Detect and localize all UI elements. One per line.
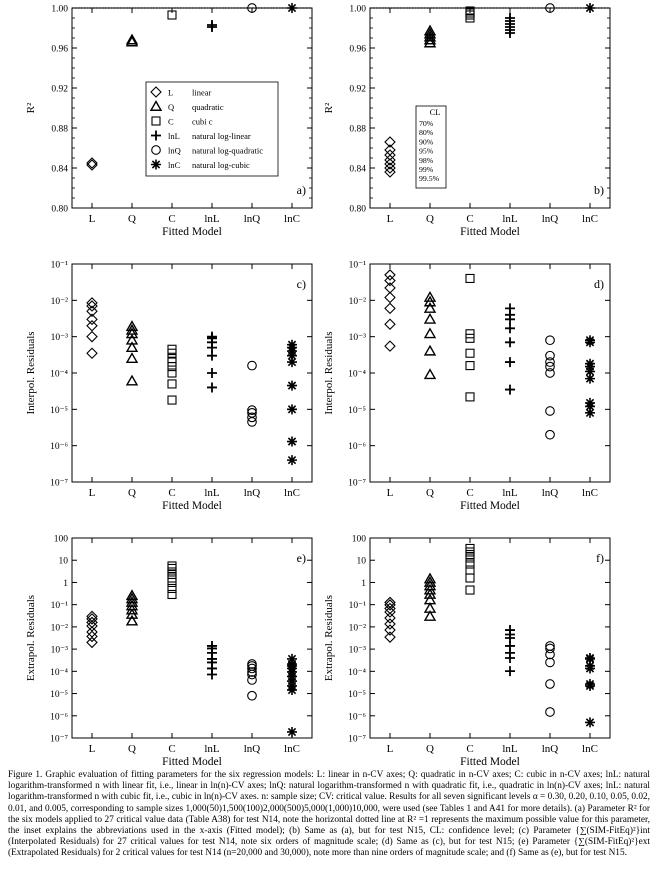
- y-tick-label: 10⁻⁶: [50, 712, 68, 723]
- circle-marker: [546, 430, 555, 439]
- x-axis-label: Fitted Model: [460, 756, 520, 768]
- plus-marker: [207, 351, 217, 361]
- cl-inset-item: 80%: [419, 128, 434, 138]
- asterisk-marker: [585, 408, 595, 418]
- x-tick-label: lnC: [284, 213, 300, 225]
- x-axis-label: Fitted Model: [162, 756, 222, 768]
- diamond-marker: [385, 292, 395, 302]
- y-tick-label: 0.88: [51, 124, 68, 135]
- circle-marker: [546, 708, 555, 717]
- legend-desc: cubi c: [192, 116, 213, 127]
- y-tick-label: 10⁻⁴: [348, 369, 366, 380]
- square-marker: [466, 574, 474, 582]
- square-marker: [168, 396, 176, 404]
- x-tick-label: lnQ: [541, 743, 559, 755]
- legend-code: lnC: [168, 160, 181, 170]
- diamond-marker: [385, 303, 395, 313]
- circle-marker: [546, 407, 555, 416]
- diamond-marker: [385, 341, 395, 351]
- y-tick-label: 10⁻⁵: [50, 690, 68, 701]
- y-tick-label: 10⁻⁵: [50, 405, 68, 416]
- chart-panel-f: [323, 535, 610, 769]
- square-marker: [466, 274, 474, 282]
- y-axis-label: R²: [25, 102, 37, 114]
- asterisk-marker: [287, 727, 297, 737]
- diamond-marker: [385, 619, 395, 629]
- legend-code: Q: [168, 102, 175, 112]
- diamond-marker: [87, 637, 97, 647]
- cl-inset-title: CL: [429, 107, 441, 117]
- y-tick-label: 10⁻³: [348, 645, 366, 656]
- diamond-marker: [87, 348, 97, 358]
- triangle-marker: [425, 314, 435, 323]
- y-tick-label: 10: [356, 556, 366, 567]
- x-tick-label: C: [466, 743, 474, 755]
- y-tick-label: 10⁻⁵: [348, 405, 366, 416]
- y-tick-label: 10⁻⁴: [50, 369, 68, 380]
- x-tick-label: lnL: [502, 487, 518, 499]
- circle-marker: [546, 369, 555, 378]
- panel-label: d): [594, 277, 604, 291]
- diamond-marker: [87, 617, 97, 627]
- triangle-marker: [127, 376, 137, 385]
- cl-inset-item: 70%: [419, 119, 434, 128]
- square-marker: [466, 362, 474, 370]
- y-tick-label: 10⁻⁶: [50, 442, 68, 453]
- asterisk-marker: [585, 337, 595, 347]
- x-tick-label: lnC: [284, 743, 300, 755]
- cl-inset-item: 99.5%: [419, 174, 440, 184]
- x-tick-label: L: [88, 213, 96, 225]
- y-tick-label: 10⁻²: [50, 296, 68, 307]
- circle-marker: [546, 680, 555, 689]
- plus-marker: [505, 337, 515, 347]
- x-tick-label: lnL: [204, 743, 220, 755]
- diamond-marker: [87, 621, 97, 631]
- panel-label: c): [296, 277, 306, 291]
- y-tick-label: 0.84: [349, 164, 366, 175]
- diamond-marker: [385, 283, 395, 293]
- x-tick-label: lnL: [502, 213, 518, 225]
- y-tick-label: 10⁻³: [50, 645, 68, 656]
- y-tick-label: 10⁻³: [50, 333, 68, 344]
- legend-code: lnL: [168, 131, 180, 141]
- square-marker: [466, 566, 474, 574]
- triangle-marker: [425, 346, 435, 355]
- y-tick-label: 10⁻¹: [50, 260, 68, 271]
- diamond-marker: [87, 321, 97, 331]
- y-tick-label: 10⁻²: [348, 296, 366, 307]
- y-tick-label: 0.88: [349, 124, 366, 135]
- legend-desc: natural log-quadratic: [192, 145, 264, 156]
- x-tick-label: lnC: [582, 487, 598, 499]
- triangle-marker: [425, 303, 435, 312]
- square-marker: [466, 586, 474, 594]
- asterisk-marker: [585, 374, 595, 384]
- diamond-marker: [385, 603, 395, 613]
- y-tick-label: 0.80: [349, 204, 366, 215]
- asterisk-marker: [585, 663, 595, 673]
- y-tick-label: 1: [361, 578, 366, 589]
- x-tick-label: C: [168, 743, 176, 755]
- x-tick-label: Q: [426, 487, 434, 499]
- x-tick-label: lnQ: [541, 213, 559, 225]
- x-tick-label: lnL: [204, 487, 220, 499]
- asterisk-marker: [287, 404, 297, 414]
- plus-marker: [505, 653, 515, 663]
- y-tick-label: 0.80: [51, 204, 68, 215]
- plus-marker: [505, 323, 515, 333]
- square-marker: [168, 380, 176, 388]
- square-marker: [466, 393, 474, 401]
- x-tick-label: L: [386, 487, 394, 499]
- x-tick-label: C: [168, 213, 176, 225]
- y-tick-label: 10⁻²: [348, 623, 366, 634]
- y-tick-label: 1.00: [51, 4, 68, 15]
- y-tick-label: 10⁻³: [348, 333, 366, 344]
- y-tick-label: 10⁻⁴: [348, 667, 366, 678]
- y-tick-label: 10: [58, 556, 68, 567]
- cl-inset-item: 95%: [419, 146, 434, 156]
- cl-inset-item: 98%: [419, 155, 434, 165]
- chart-panel-b: [323, 3, 610, 238]
- y-tick-label: 10⁻⁶: [348, 442, 366, 453]
- x-tick-label: L: [386, 743, 394, 755]
- legend-code: L: [168, 87, 174, 98]
- panel-label: b): [594, 183, 604, 197]
- circle-marker: [546, 336, 555, 345]
- y-axis-label: Interpol. Residuals: [25, 331, 37, 415]
- asterisk-marker: [287, 381, 297, 391]
- x-tick-label: lnL: [502, 743, 518, 755]
- square-marker: [168, 584, 176, 592]
- square-marker: [466, 349, 474, 357]
- x-tick-label: lnC: [582, 743, 598, 755]
- asterisk-marker: [287, 357, 297, 367]
- circle-marker: [248, 361, 257, 370]
- chart-panel-d: [323, 261, 610, 513]
- x-tick-label: L: [88, 743, 96, 755]
- x-tick-label: lnL: [204, 213, 220, 225]
- plot-frame: [370, 538, 610, 738]
- legend-code: C: [168, 116, 174, 127]
- x-tick-label: lnQ: [541, 487, 559, 499]
- diamond-marker: [385, 613, 395, 623]
- y-tick-label: 10⁻²: [50, 623, 68, 634]
- x-tick-label: lnQ: [243, 487, 261, 499]
- x-tick-label: C: [168, 487, 176, 499]
- legend-desc: quadratic: [192, 102, 224, 112]
- x-axis-label: Fitted Model: [162, 226, 222, 238]
- y-tick-label: 10⁻⁷: [348, 478, 366, 489]
- circle-marker: [546, 658, 555, 667]
- plus-marker: [207, 368, 217, 378]
- x-tick-label: C: [466, 213, 474, 225]
- cl-inset-item: 99%: [419, 165, 434, 174]
- square-marker: [168, 590, 176, 598]
- y-tick-label: 0.96: [349, 44, 366, 55]
- asterisk-marker: [287, 437, 297, 447]
- y-axis-label: Interpol. Residuals: [323, 331, 335, 415]
- circle-marker: [546, 650, 555, 659]
- chart-panel-c: [25, 261, 312, 513]
- x-tick-label: lnQ: [243, 213, 261, 225]
- y-tick-label: 100: [53, 534, 68, 545]
- y-axis-label: Extrapol. Residuals: [25, 594, 37, 682]
- plus-marker: [505, 357, 515, 367]
- triangle-marker: [127, 616, 137, 625]
- asterisk-marker: [585, 717, 595, 727]
- x-tick-label: lnC: [582, 213, 598, 225]
- legend-desc: natural log-cubic: [192, 160, 250, 170]
- plus-marker: [207, 669, 217, 679]
- circle-marker: [248, 676, 257, 685]
- y-tick-label: 0.84: [51, 164, 68, 175]
- x-tick-label: Q: [426, 213, 434, 225]
- y-axis-label: Extrapol. Residuals: [323, 594, 335, 682]
- plot-frame: [370, 264, 610, 482]
- triangle-marker: [127, 354, 137, 363]
- y-tick-label: 10⁻⁶: [348, 712, 366, 723]
- y-tick-label: 10⁻⁴: [50, 667, 68, 678]
- diamond-marker: [385, 632, 395, 642]
- x-tick-label: Q: [128, 213, 136, 225]
- y-tick-label: 0.96: [51, 44, 68, 55]
- triangle-marker: [425, 370, 435, 379]
- y-tick-label: 1: [63, 578, 68, 589]
- x-tick-label: L: [88, 487, 96, 499]
- y-tick-label: 1.00: [349, 4, 366, 15]
- y-tick-label: 0.92: [349, 84, 366, 95]
- x-tick-label: L: [386, 213, 394, 225]
- triangle-marker: [127, 35, 137, 44]
- diamond-marker: [385, 607, 395, 617]
- asterisk-marker: [287, 685, 297, 695]
- plot-frame: [72, 538, 312, 738]
- y-tick-label: 10⁻⁷: [50, 478, 68, 489]
- y-tick-label: 0.92: [51, 84, 68, 95]
- legend-desc: natural log-linear: [192, 131, 251, 141]
- x-axis-label: Fitted Model: [460, 226, 520, 238]
- cl-inset-b: [416, 106, 446, 188]
- y-tick-label: 10⁻⁵: [348, 690, 366, 701]
- x-tick-label: Q: [426, 743, 434, 755]
- square-marker: [168, 562, 176, 570]
- y-axis-label: R²: [323, 102, 335, 114]
- plus-marker: [505, 385, 515, 395]
- diamond-marker: [87, 332, 97, 342]
- chart-panel-e: [25, 535, 312, 769]
- legend-a: [146, 82, 278, 176]
- x-tick-label: lnC: [284, 487, 300, 499]
- x-tick-label: lnQ: [243, 743, 261, 755]
- panel-label: a): [296, 183, 306, 197]
- triangle-marker: [425, 329, 435, 338]
- diamond-marker: [385, 625, 395, 635]
- x-axis-label: Fitted Model: [460, 500, 520, 512]
- plus-marker: [207, 20, 217, 30]
- plus-marker: [505, 666, 515, 676]
- y-tick-label: 100: [351, 534, 366, 545]
- asterisk-marker: [151, 160, 161, 170]
- plus-marker: [207, 382, 217, 392]
- plot-frame: [72, 264, 312, 482]
- y-tick-label: 10⁻⁷: [50, 734, 68, 745]
- asterisk-marker: [585, 3, 595, 13]
- diamond-marker: [385, 319, 395, 329]
- cl-inset-item: 90%: [419, 137, 434, 147]
- legend-desc: linear: [192, 87, 212, 98]
- asterisk-marker: [287, 3, 297, 13]
- x-tick-label: Q: [128, 743, 136, 755]
- asterisk-marker: [287, 455, 297, 465]
- circle-marker: [248, 691, 257, 700]
- square-marker: [466, 560, 474, 568]
- x-axis-label: Fitted Model: [162, 500, 222, 512]
- panel-label: f): [596, 551, 604, 565]
- y-tick-label: 10⁻¹: [50, 601, 68, 612]
- panel-label: e): [296, 551, 306, 565]
- x-tick-label: Q: [128, 487, 136, 499]
- asterisk-marker: [585, 681, 595, 691]
- plus-marker: [505, 314, 515, 324]
- y-tick-label: 10⁻¹: [348, 601, 366, 612]
- figure-caption: Figure 1. Graphic evaluation of fitting parameters for the six regression models: L: linear in n-CV axes; Q: quadratic in n-CV axes; C: cubic in n-CV axes; lnL: natural logarithm-transformed n with linear fit, i.e., linear in ln(n)-CV axes; lnQ: natural logarithm-transformed n with quadratic fit, i.e., quadratic in ln(n)-CV axes; lnL: natural logarithm-transformed n with cubic fit, i.e., cubic in ln(n)-CV axes. n: sample size; CV: critical value. Results for all seven significant levels α = 0.30, 0.20, 0.10, 0.05, 0.02, 0.01, and 0.005, corresponding to sample sizes 1,000(50)1,500(100)2,000(500)5,000(1,000)10,000, were used (see Tables 1 and A41 for more details). (a) Parameter R² for the six models applied to 27 critical value data (Table A38) for test N14, note the horizontal dotted line at R² =1 represents the maximum possible value for this parameter, the inset explains the abbreviations used in the x-axis (Fitted model); (b) Same as (a), but for test N15, CL: confidence level; (c) Parameter {∑(SIM-FitEq)²}int (Interpolated Residuals) for 27 critical values for test N14, note six orders of magnitude scale; (d) Same as (c), but for test N15; (e) Parameter {∑(SIM-FitEq)²}ext (Extrapolated Residuals) for 2 critical values for test N14 (n=20,000 and 30,000), note more than nine orders of magnitude scale; and (f) Same as (e), but for test N15.: [8, 770, 650, 859]
- x-tick-label: C: [466, 487, 474, 499]
- plot-frame: [370, 8, 610, 208]
- legend-code: lnQ: [168, 145, 181, 156]
- y-tick-label: 10⁻⁷: [348, 734, 366, 745]
- y-tick-label: 10⁻¹: [348, 260, 366, 271]
